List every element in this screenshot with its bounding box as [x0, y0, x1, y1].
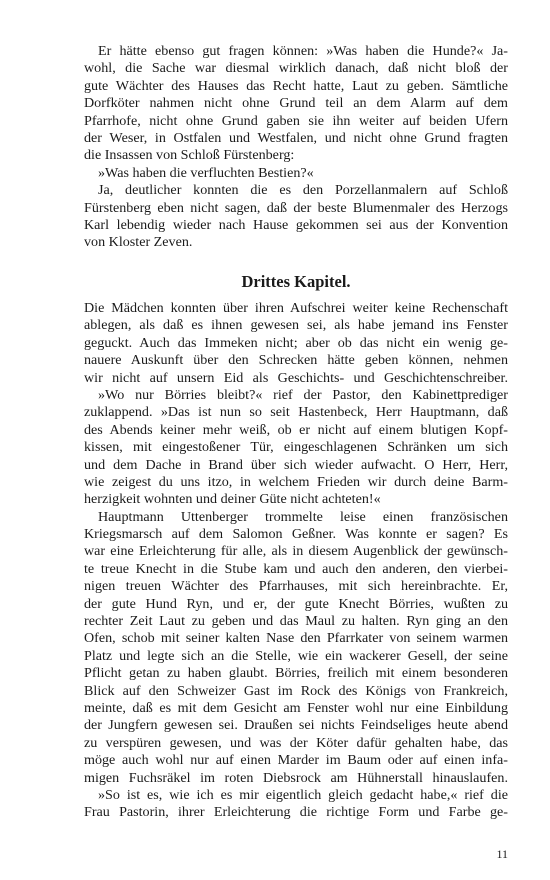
- text-line: migen Fuchsräkel im roten Diebsrock am Hühnerstall hinauslaufen.: [84, 769, 508, 786]
- text-line: Blick auf den Schweizer Gast im Rock des Königs von Frankreich,: [84, 682, 508, 699]
- text-line: der Jungfern gewesen sei. Draußen sei nichts Feindseliges heute abend: [84, 717, 508, 734]
- text-line: Frau Pastorin, ihrer Erleichterung die richtige Form und Farbe ge-: [84, 804, 508, 821]
- text-line: Die Mädchen konnten über ihren Aufschrei weiter keine Rechenschaft: [84, 300, 508, 316]
- chapter-heading: Drittes Kapitel.: [241, 272, 351, 291]
- text-line: te treue Knecht in die Stube kam und auch den anderen, den vierbei-: [84, 560, 508, 577]
- text-line: Er hätte ebenso gut fragen können: »Was haben die Hunde?« Ja-: [98, 43, 508, 59]
- text-line: zu verspüren gewesen, und was der Köter dafür gehalten habe, das: [84, 734, 508, 751]
- text-line: Dorfköter nahmen nicht ohne Grund teil an dem Alarm auf dem: [84, 95, 508, 112]
- text-line: wie zeigest du uns itzo, in welchem Frieden wir durch deine Barm-: [84, 473, 508, 490]
- text-line: Kriegsmarsch auf dem Salomon Geßner. Was konnte er sagen? Es: [84, 526, 508, 543]
- text-line: nauere Auskunft über den Schrecken hätte geben können, nehmen: [84, 352, 508, 369]
- text-line: kissen, mit eingestoßener Tür, eingeschlagenen Schränken um sich: [84, 439, 508, 456]
- text-line: Hauptmann Uttenberger trommelte leise einen französischen: [98, 508, 508, 525]
- text-line: zuklappend. »Das ist nun so seit Hastenbeck, Herr Hauptmann, daß: [84, 404, 508, 421]
- text-line: »Was haben die verfluchten Bestien?«: [98, 164, 314, 181]
- text-line: der Weser, in Ostfalen und Westfalen, und nicht ohne Grund fragten: [84, 129, 508, 146]
- text-block-top: [84, 43, 508, 252]
- text-line: Ofen, schob mit seiner kalten Nase den Pfarrkater von seinem warmen: [84, 630, 508, 647]
- text-line: meinte, daß es mit dem Gesicht am Fenster wohl nur eine Einbildung: [84, 699, 508, 716]
- text-line: die Insassen von Schloß Fürstenberg:: [84, 147, 295, 164]
- text-line: wohl, die Sache war diesmal wirklich danach, daß nicht bloß der: [84, 60, 508, 77]
- text-line: Ja, deutlicher konnten die es den Porzellanmalern auf Schloß: [98, 182, 508, 199]
- text-line: »Wo nur Börries bleibt?« rief der Pastor, den Kabinettprediger: [98, 386, 508, 403]
- text-line: und dem Dache in Brand über sich wieder aufwacht. O Herr, Herr,: [84, 456, 508, 473]
- text-line: nigen treuen Wächter des Pfarrhauses, mit sich hereinbrachte. Er,: [84, 578, 508, 595]
- text-line: Pfarrhofe, nicht ohne Grund gaben sie ihn weiter auf beiden Ufern: [84, 112, 508, 129]
- text-line: Karl lebendig wieder nach Hause gekommen sei aus der Konvention: [84, 216, 508, 233]
- text-block-main: [84, 300, 508, 822]
- text-line: Platz und legte sich an die Stelle, wie ein wackerer Gesell, der seine: [84, 647, 508, 664]
- text-line: möge auch wohl nur auf einen Marder im Baum oder auf einen infa-: [84, 752, 508, 769]
- text-line: des Abends keiner mehr weiß, ob er nicht auf einem blutigen Kopf-: [84, 421, 508, 438]
- text-line: war eine Erleichterung für alle, als in diesem Augenblick der gewünsch-: [84, 543, 508, 560]
- text-line: Fürstenberg eben nicht sagen, daß der beste Blumenmaler des Herzogs: [84, 199, 508, 216]
- text-line: von Kloster Zeven.: [84, 234, 193, 251]
- text-line: der gute Hund Ryn, und er, der gute Knecht Börries, wußten zu: [84, 595, 508, 612]
- text-line: »So ist es, wie ich es mir eigentlich gleich gedacht habe,« rief die: [98, 786, 508, 803]
- text-line: wir nicht auf unsern Eid als Geschichts- und Geschichtenschreiber.: [84, 369, 508, 386]
- text-line: herzigkeit wohnten und deiner Güte nicht achteten!«: [84, 491, 381, 508]
- text-line: ablegen, als daß es ihnen gewesen sei, als habe jemand ins Fenster: [84, 317, 508, 334]
- page-number: 11: [496, 847, 508, 861]
- text-line: geguckt. Auch das Immeken nicht; aber ob das nicht ein wenig ge-: [84, 334, 508, 351]
- text-line: Pflicht getan zu haben glaubt. Börries, freilich mit einem besonderen: [84, 665, 508, 682]
- text-line: rechter Zeit Laut zu geben und das Maul zu halten. Ryn ging an den: [84, 613, 508, 630]
- text-line: gute Wächter des Hauses das Recht hatte, Laut zu geben. Sämtliche: [84, 77, 508, 94]
